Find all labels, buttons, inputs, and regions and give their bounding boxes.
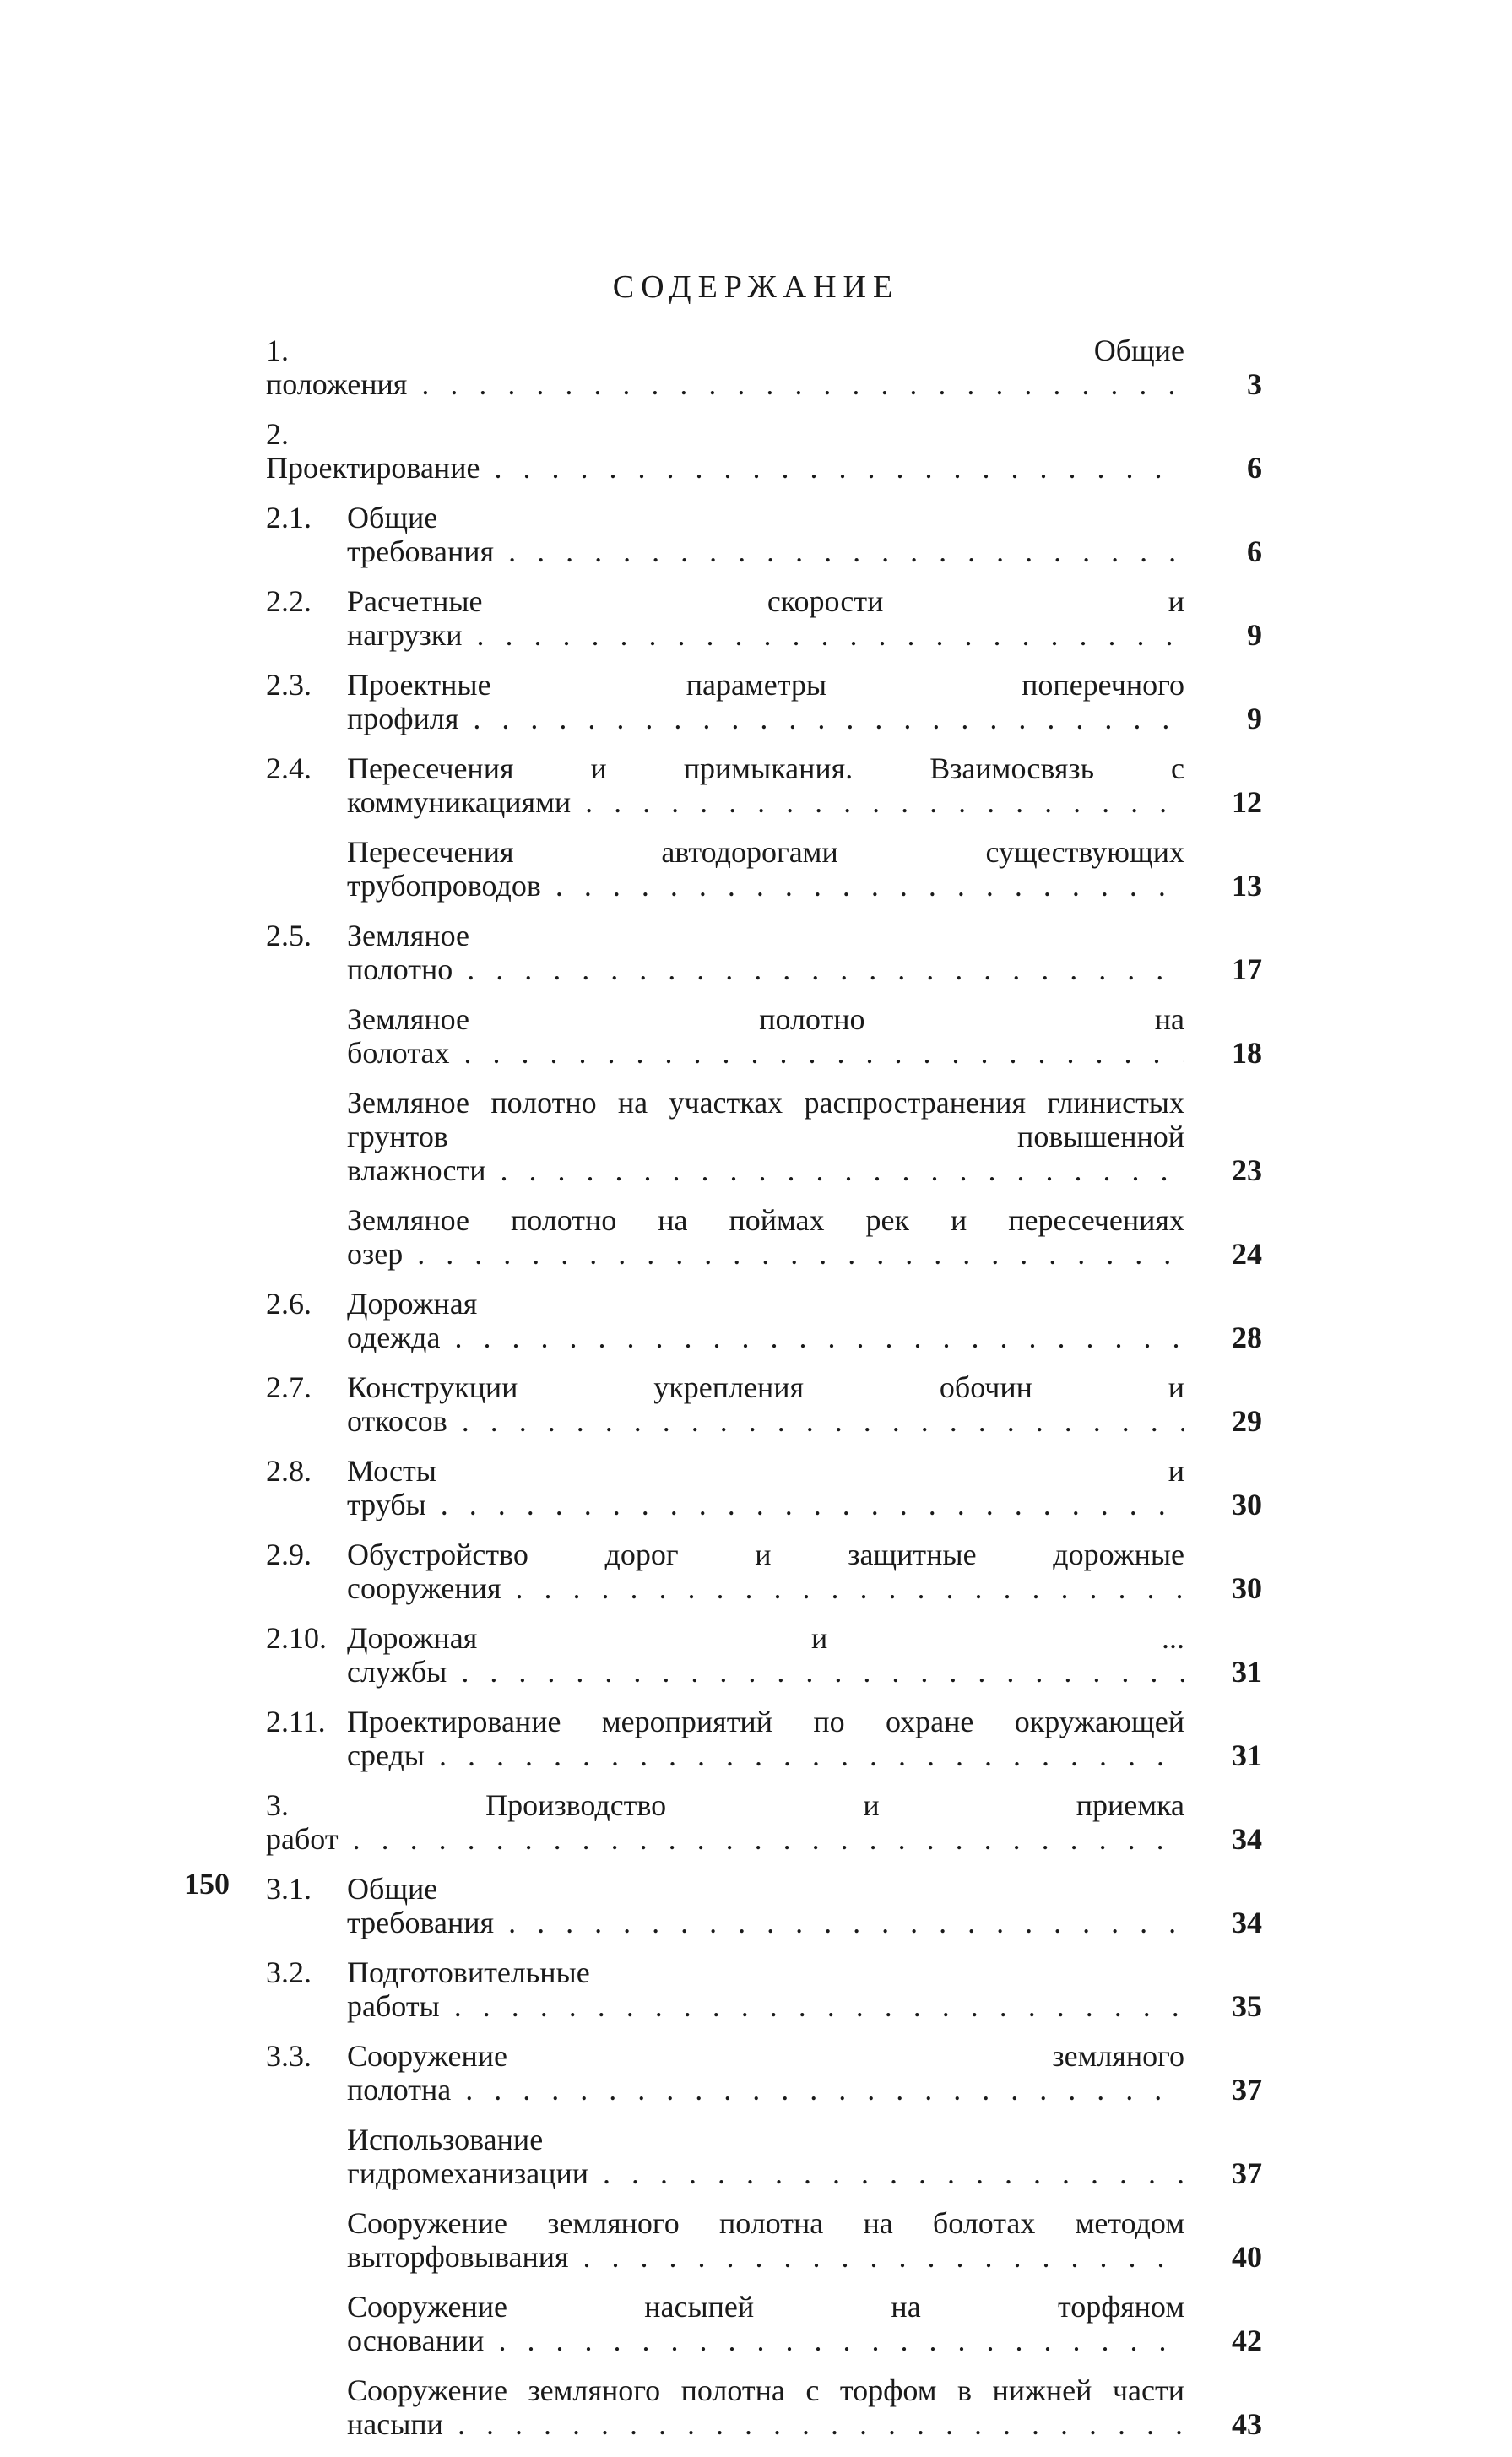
toc-entry <box>266 1621 1262 1689</box>
toc-entry-number: 2.9. <box>266 1538 312 1571</box>
toc-entry-title: Сооружение земляного полотна с торфом в нижней части насыпи . . . <box>347 2373 1184 2441</box>
toc-entry <box>266 1454 1262 1521</box>
toc-entry-page: 17 <box>1232 952 1262 986</box>
toc-entry <box>266 1788 1262 1856</box>
toc-entry <box>266 1370 1262 1438</box>
toc-entry-title: Подготовительные работы . . . <box>347 1955 1184 2023</box>
toc-entry-number: 2.8. <box>266 1454 312 1488</box>
toc-entry <box>266 668 1262 735</box>
toc-entry-number <box>266 2206 347 2274</box>
toc-entry-page: 31 <box>1232 1738 1262 1772</box>
toc-entry-page: 34 <box>1232 1906 1262 1939</box>
toc-entry-number <box>266 1086 347 1187</box>
toc-entry-number <box>266 835 347 903</box>
toc-entry <box>266 1002 1262 1070</box>
toc-entry <box>266 1086 1262 1187</box>
toc-entry-page: 9 <box>1247 618 1262 652</box>
toc-entry <box>266 2123 1262 2190</box>
toc-entry-number: 2.5. <box>266 919 312 952</box>
toc-entry-page: 30 <box>1232 1488 1262 1521</box>
toc-entry-page: 3 <box>1247 367 1262 401</box>
toc-entry-title: Общие требования . . . <box>347 501 1184 568</box>
page-number: 150 <box>184 1867 230 1901</box>
toc-entry-page: 6 <box>1247 451 1262 485</box>
toc-entry-title: Земляное полотно на поймах рек и пересечениях озер . . . <box>347 1203 1184 1271</box>
toc-entry <box>266 334 1262 401</box>
toc-entry-page: 37 <box>1232 2156 1262 2190</box>
toc-entry-number <box>266 2290 347 2357</box>
toc-entry-number: 3.1. <box>266 1872 312 1906</box>
toc-entry-title: Земляное полотно на участках распространения глинистых грунтов повышенной влажности . . . <box>347 1086 1184 1187</box>
toc-entry <box>266 1955 1262 2023</box>
toc-entry-number <box>266 1203 347 1271</box>
toc-entry-title: Конструкции укрепления обочин и откосов . . . <box>347 1370 1184 1438</box>
toc-entry-page: 37 <box>1232 2073 1262 2107</box>
toc-entry <box>266 1287 1262 1354</box>
toc-entry <box>266 751 1262 819</box>
toc-entry-page: 18 <box>1232 1036 1262 1070</box>
toc-entry-page: 35 <box>1232 1989 1262 2023</box>
toc-entry-title: Обустройство дорог и защитные дорожные сооружения . . . <box>347 1538 1184 1605</box>
toc-entry-page: 34 <box>1232 1822 1262 1856</box>
toc-entry <box>266 919 1262 986</box>
toc-entry-number <box>266 1002 347 1070</box>
toc-entry-number <box>266 2373 347 2441</box>
toc-entry-page: 29 <box>1232 1404 1262 1438</box>
toc-entry-number: 2.7. <box>266 1370 312 1404</box>
toc-entry-page: 12 <box>1232 785 1262 819</box>
toc-entry <box>266 2206 1262 2274</box>
toc-entry <box>266 2373 1262 2441</box>
toc-entry-title: Сооружение земляного полотна . . . <box>347 2039 1184 2107</box>
toc-entry <box>266 1705 1262 1772</box>
toc-entry-title: Использование гидромеханизации . . . <box>347 2123 1184 2190</box>
toc-entry-title: Общие требования . . . <box>347 1872 1184 1939</box>
toc-entry-title: Расчетные скорости и нагрузки . . . <box>347 584 1184 652</box>
toc-entry-page: 43 <box>1232 2407 1262 2441</box>
toc-title: СОДЕРЖАНИЕ <box>612 269 900 305</box>
toc-entry-page: 30 <box>1232 1571 1262 1605</box>
toc-entry-number: 3.2. <box>266 1955 312 1989</box>
toc-entry-number: 2.6. <box>266 1287 312 1321</box>
toc-entry-page: 13 <box>1232 869 1262 903</box>
toc-entry-title: Сооружение земляного полотна на болотах методом выторфовывания . . . <box>347 2206 1184 2274</box>
toc-entry <box>266 1538 1262 1605</box>
toc-entry-page: 31 <box>1232 1655 1262 1689</box>
toc-entry-title: 3. Производство и приемка работ . . . <box>266 1788 1184 1856</box>
toc-entry-page: 28 <box>1232 1321 1262 1354</box>
toc-entry <box>266 2039 1262 2107</box>
table-of-contents <box>266 334 1262 2457</box>
toc-entry-number: 2.2. <box>266 584 312 618</box>
toc-entry-title: Земляное полотно на болотах . . . <box>347 1002 1184 1070</box>
toc-entry-title: Проектирование мероприятий по охране окружающей среды . . . <box>347 1705 1184 1772</box>
toc-entry-number: 3.3. <box>266 2039 312 2073</box>
toc-entry <box>266 501 1262 568</box>
toc-entry-number <box>266 2123 347 2190</box>
toc-entry-title: Мосты и трубы . . . <box>347 1454 1184 1521</box>
toc-entry-title: Проектные параметры поперечного профиля . . . <box>347 668 1184 735</box>
toc-entry-number: 2.10. <box>266 1621 327 1655</box>
toc-entry-page: 42 <box>1232 2324 1262 2357</box>
toc-entry-number: 2.4. <box>266 751 312 785</box>
toc-entry-title: Пересечения автодорогами существующих трубопроводов . . . <box>347 835 1184 903</box>
toc-entry-page: 24 <box>1232 1237 1262 1271</box>
toc-entry-title: 1. Общие положения . . . <box>266 334 1184 401</box>
toc-entry-title: 2. Проектирование . . . <box>266 417 1184 485</box>
toc-entry-number: 2.11. <box>266 1705 326 1738</box>
toc-entry-title: Сооружение насыпей на торфяном основании . . . <box>347 2290 1184 2357</box>
toc-entry <box>266 417 1262 485</box>
toc-entry-title: Дорожная и ... службы . . . <box>347 1621 1184 1689</box>
toc-entry-title: Земляное полотно . . . <box>347 919 1184 986</box>
toc-entry-number: 2.1. <box>266 501 312 534</box>
toc-entry-page: 9 <box>1247 702 1262 735</box>
toc-entry <box>266 1203 1262 1271</box>
toc-entry <box>266 1872 1262 1939</box>
toc-entry <box>266 2290 1262 2357</box>
toc-entry-title: Пересечения и примыкания. Взаимосвязь с коммуникациями . . . <box>347 751 1184 819</box>
toc-entry-page: 23 <box>1232 1153 1262 1187</box>
toc-entry-number: 2.3. <box>266 668 312 702</box>
toc-entry <box>266 835 1262 903</box>
toc-entry-page: 40 <box>1232 2240 1262 2274</box>
toc-entry-page: 6 <box>1247 534 1262 568</box>
toc-entry <box>266 584 1262 652</box>
toc-entry-title: Дорожная одежда . . . <box>347 1287 1184 1354</box>
